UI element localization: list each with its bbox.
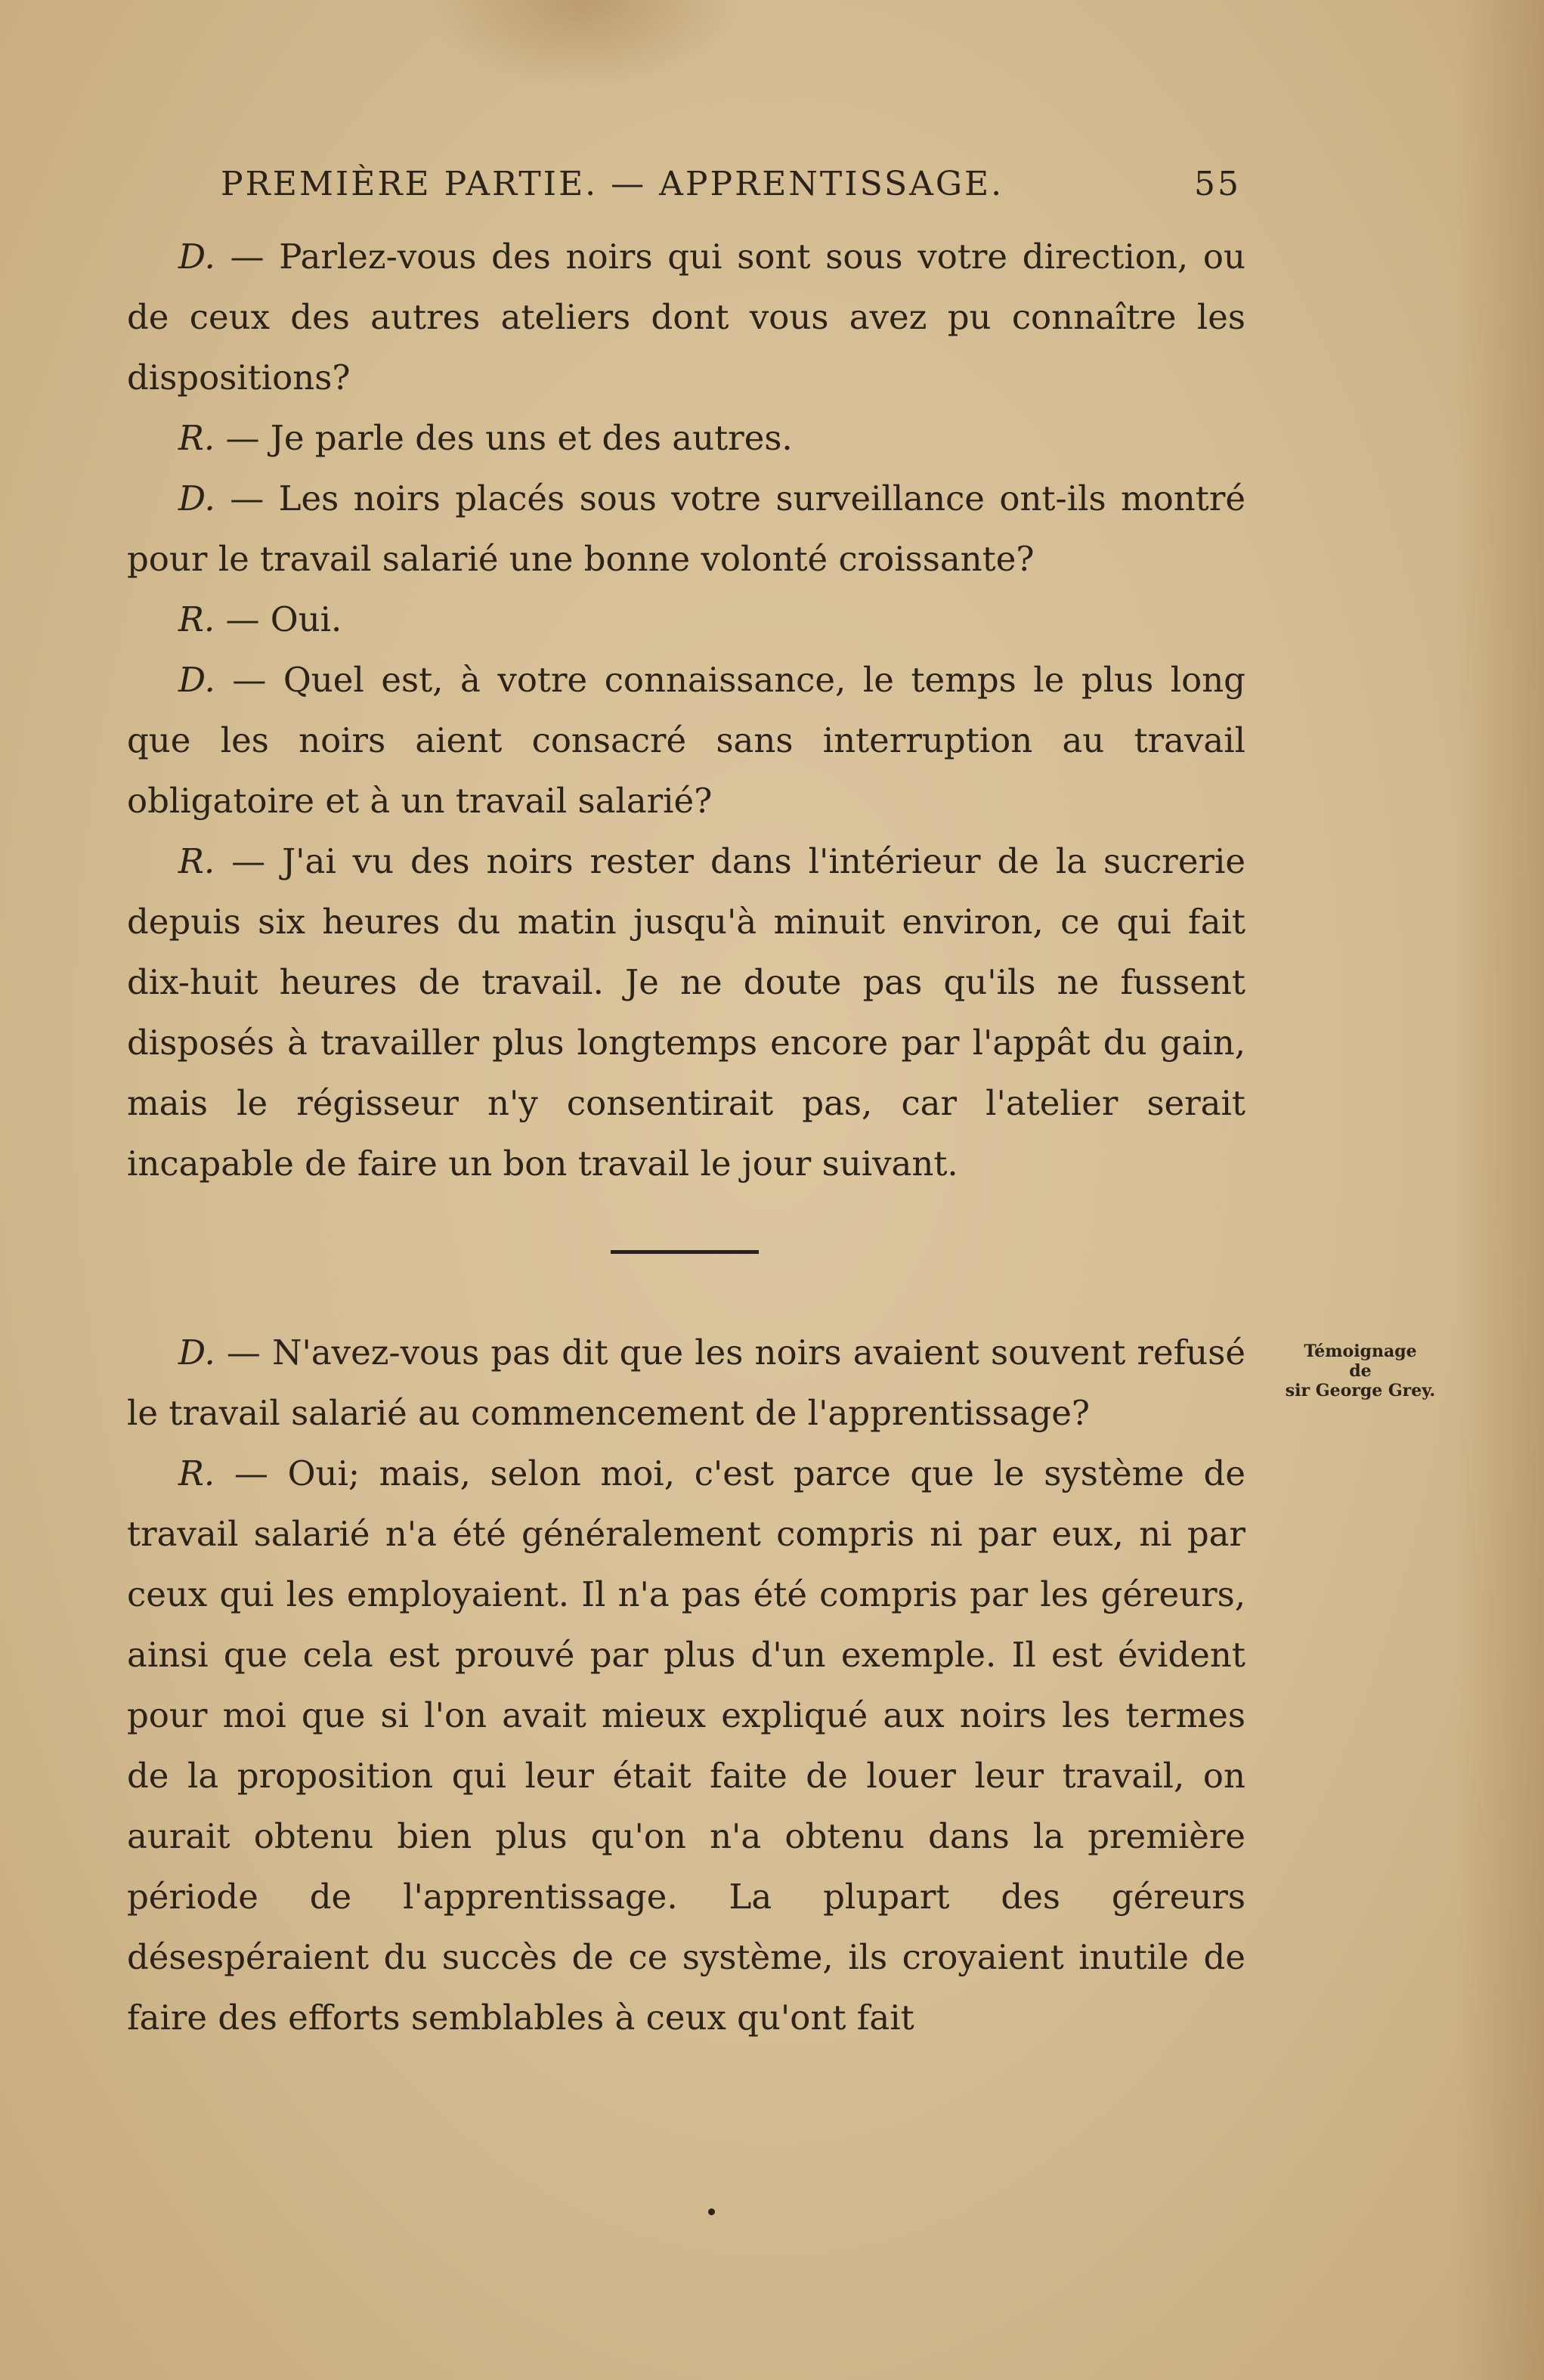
speaker-label: R.: [178, 841, 215, 881]
speaker-label: R.: [178, 599, 215, 639]
speaker-label: D.: [178, 1332, 215, 1373]
margin-note: [1258, 1342, 1462, 1400]
paragraph-text: — Je parle des uns et des autres.: [215, 418, 793, 458]
speaker-label: D.: [178, 237, 215, 277]
paragraph: [127, 590, 1245, 650]
header-title: PREMIÈRE PARTIE. — APPRENTISSAGE.: [221, 165, 1004, 203]
running-header: [221, 165, 1241, 203]
speaker-label: R.: [178, 1453, 215, 1493]
testimony-block-2: [127, 1323, 1245, 2048]
paragraph-text: — Quel est, à votre connaissance, le temps le plus long que les noirs aient consacré sans interruption au travail obligatoire et à un travail salarié?: [127, 660, 1245, 821]
paragraph: [127, 1444, 1245, 2048]
paragraph: [127, 227, 1245, 408]
testimony-block-1: [127, 227, 1245, 1194]
paragraph-text: — N'avez-vous pas dit que les noirs avaient souvent refusé le travail salarié au commencement de l'apprentissage?: [127, 1332, 1245, 1433]
page-number: 55: [1194, 165, 1241, 203]
paragraph-text: — Les noirs placés sous votre surveillance ont-ils montré pour le travail salarié une bonne volonté croissante?: [127, 478, 1245, 579]
paragraph: [127, 408, 1245, 469]
paragraph-text: — Parlez-vous des noirs qui sont sous votre direction, ou de ceux des autres ateliers dont vous avez pu connaître les dispositions?: [127, 237, 1245, 398]
margin-note-line: Témoignage: [1304, 1342, 1417, 1361]
speaker-label: R.: [178, 418, 215, 458]
paragraph: [127, 1323, 1245, 1444]
margin-note-line: de: [1349, 1361, 1372, 1381]
ink-dot: [708, 2208, 715, 2215]
margin-note-line: sir George Grey.: [1285, 1381, 1436, 1400]
speaker-label: D.: [178, 478, 215, 518]
paragraph: [127, 469, 1245, 590]
paper-stain-top: [423, 0, 741, 91]
paragraph-text: — Oui.: [215, 599, 342, 639]
paragraph: [127, 650, 1245, 831]
speaker-label: D.: [178, 660, 215, 700]
paper-stain-right: [1453, 0, 1544, 2380]
paragraph-text: — Oui; mais, selon moi, c'est parce que le système de travail salarié n'a été généralement compris ni par eux, ni par ceux qui les employaient. Il n'a pas été compris par les gérеurs, ainsi que cela est prouvé par plus d'un exemple. Il est évident pour moi que si l'on avait mieux expliqué aux noirs les termes de la proposition qui leur était faite de louer leur travail, on aurait obtenu bien plus qu'on n'a obtenu dans la première période de l'apprentissage. La plupart des gérеurs désespéraient du succès de ce système, ils croyaient inutile de faire des efforts semblables à ceux qu'ont fait: [127, 1453, 1245, 2038]
section-divider: [611, 1250, 759, 1254]
paragraph: [127, 831, 1245, 1194]
paragraph-text: — J'ai vu des noirs rester dans l'intérieur de la sucrerie depuis six heures du matin jusqu'à minuit environ, ce qui fait dix-huit heures de travail. Je ne doute pas qu'ils ne fussent disposés à travailler plus longtemps encore par l'appât du gain, mais le régisseur n'y consentirait pas, car l'atelier serait incapable de faire un bon travail le jour suivant.: [127, 841, 1245, 1184]
